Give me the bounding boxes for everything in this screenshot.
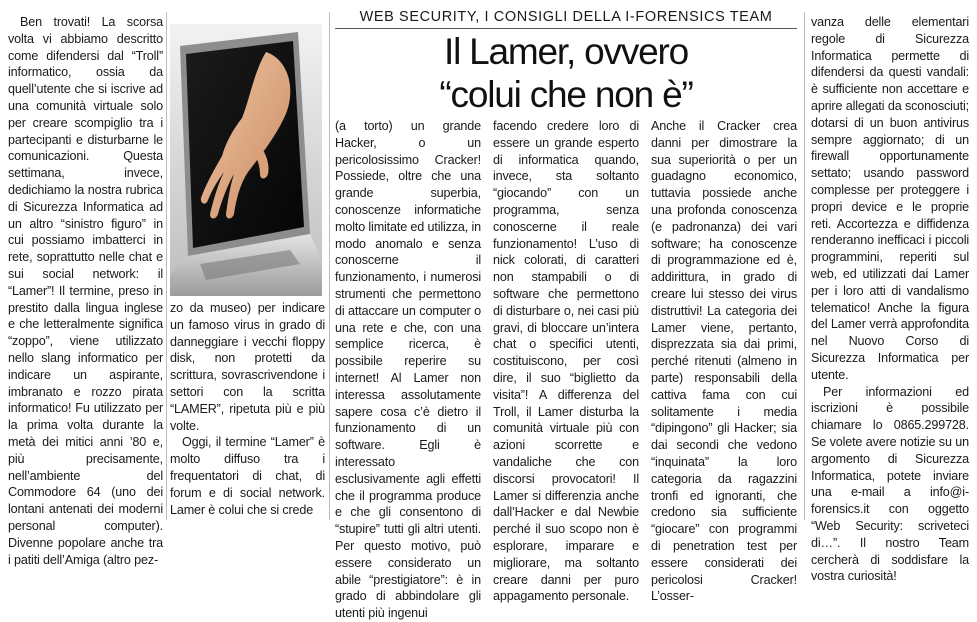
column-6-paragraph-2: Per informazioni ed iscrizioni è possibile chiamare lo 0865.299728. Se volete avere notizie su un argomento di Sicurezza Informatica, potete inviare una e-mail a info@i-forensics.it con oggetto “Web Security: scriveteci di…”. Il nostro Team cercherà di soddisfare la vostra curiosità!	[811, 384, 969, 584]
article-photo	[170, 24, 322, 296]
column-3-paragraph-1: (a torto) un grande Hacker, o un pericolosissimo Cracker! Possiede, oltre che una grande superbia, conoscenze informatiche molto limitate ed utilizza, in modo anomalo e senza conoscerne il funzionamento, i numerosi strumenti che permettono di attaccare un computer o una rete e che, con una semplice ricerca, è possibile reperire su internet! Al Lamer non interessa assolutamente sapere cosa c’è dietro il funzionamento di un software. Egli è interessato esclusivamente agli effetti che il programma produce e che gli consentono di “stupire” tutti gli altri utenti. Per questo motivo, può essere considerato un abile “prestigiatore”: è in grado di abbindolare gli utenti più ingenui	[335, 119, 481, 621]
column-divider	[804, 12, 805, 520]
column-2-paragraph-1: zo da museo) per indicare un famoso virus in grado di danneggiare i vecchi floppy disk, non protetti da scrittura, sovrascrivendone i settori con la scritta “LAMER”, ripetuta più e più volte.	[170, 301, 325, 433]
headline	[335, 30, 797, 116]
article-column-1	[8, 14, 163, 567]
article-column-6	[811, 14, 969, 584]
column-5-paragraph-1: Anche il Cracker crea danni per dimostrare la sua superiorità o per un guadagno economico, tuttavia possiede anche una profonda conoscenza (e padronanza) dei vari software; ha conoscenze di programmazione ed è, addirittura, in grado di creare lui stesso dei virus distruttivi! La categoria dei Lamer viene, pertanto, disprezzata sia dai primi, perché ritenuti (almeno in parte) responsabili della cattiva fama con cui solitamente i media “dipingono” gli Hacker; sia dai secondi che vedono “inquinata” la loro categoria da ragazzini tronfi ed ignoranti, che credono sia sufficiente “giocare” con programmi di penetration test per essere considerati dei pericolosi Cracker! L’osser-	[651, 119, 797, 604]
column-4-paragraph-1: facendo credere loro di essere un grande esperto di informatica quando, invece, sta soltanto “giocando” con un programma, senza conoscerne il reale funzionamento! L’uso di nick colorati, di caratteri non stampabili o di software che permettono di disturbare o, nei casi più gravi, di bloccare un’intera chat o specifici utenti, costituiscono, per così dire, il suo “biglietto da visita”! A differenza del Troll, il Lamer disturba la comunità virtuale più con azioni scorrette e vandaliche che con discorsi provocatori! Il Lamer si differenzia anche dall’Hacker e dal Newbie perché il suo scopo non è esplorare, imparare e migliorare, ma soltanto creare danni per puro appagamento personale.	[493, 119, 639, 604]
section-kicker: WEB SECURITY, I CONSIGLI DELLA I-FORENSICS TEAM	[335, 9, 797, 29]
article-column-2	[170, 300, 325, 526]
column-1-paragraph-1: Ben trovati! La scorsa volta vi abbiamo descritto come difendersi dal “Troll” informatico, ossia da quell’utente che si iscrive ad una comunità virtuale solo per creare scompiglio tra i partecipanti e disturbarne le comunicazioni. Questa settimana, invece, dedichiamo la nostra rubrica di Sicurezza Informatica ad un altro “sinistro figuro” in cui possiamo imbatterci in rete, soprattutto nelle chat e sui social network: il “Lamer”! Il termine, preso in prestito dalla lingua inglese e che letteralmente significa “zoppo”, viene utilizzato nello slang informatico per indicare un aspirante, imbranato e rozzo pirata informatico! Fu utilizzato per la prima volta durante la metà dei mitici anni ’80 e, più precisamente, nell’ambiente del Commodore 64 (uno dei lontani antenati dei moderni personal computer). Divenne popolare anche tra i patiti dell’Amiga (altro pez-	[8, 15, 163, 567]
article-column-4	[493, 118, 639, 604]
column-divider	[166, 12, 167, 520]
column-2-paragraph-2: Oggi, il termine “Lamer” è molto diffuso tra i frequentatori di chat, di forum e di social network. Lamer è colui che si crede	[170, 435, 325, 517]
headline-line-1: Il Lamer, ovvero	[443, 31, 689, 72]
headline-line-2: “colui che non è”	[439, 74, 693, 115]
column-6-paragraph-1: vanza delle elementari regole di Sicurezza Informatica permette di difendersi da questi vandali: è sufficiente non accettare e aprire allegati da sconosciuti; dotarsi di un buon antivirus sempre aggiornato; di un firewall opportunamente settato; usando password complesse per proteggere i propri device e le proprie reti. Accortezza e diffidenza renderanno inefficaci i piccoli programmini, reperiti sul web, ed utilizzati dai Lamer per i loro atti di vandalismo telematico! Anche la figura del Lamer verrà approfondita nel Nuovo Corso di Sicurezza Informatica per utente.	[811, 15, 969, 382]
article-column-5	[651, 118, 797, 604]
article-column-3	[335, 118, 481, 621]
hand-laptop-icon	[170, 24, 322, 296]
column-divider	[329, 12, 330, 520]
